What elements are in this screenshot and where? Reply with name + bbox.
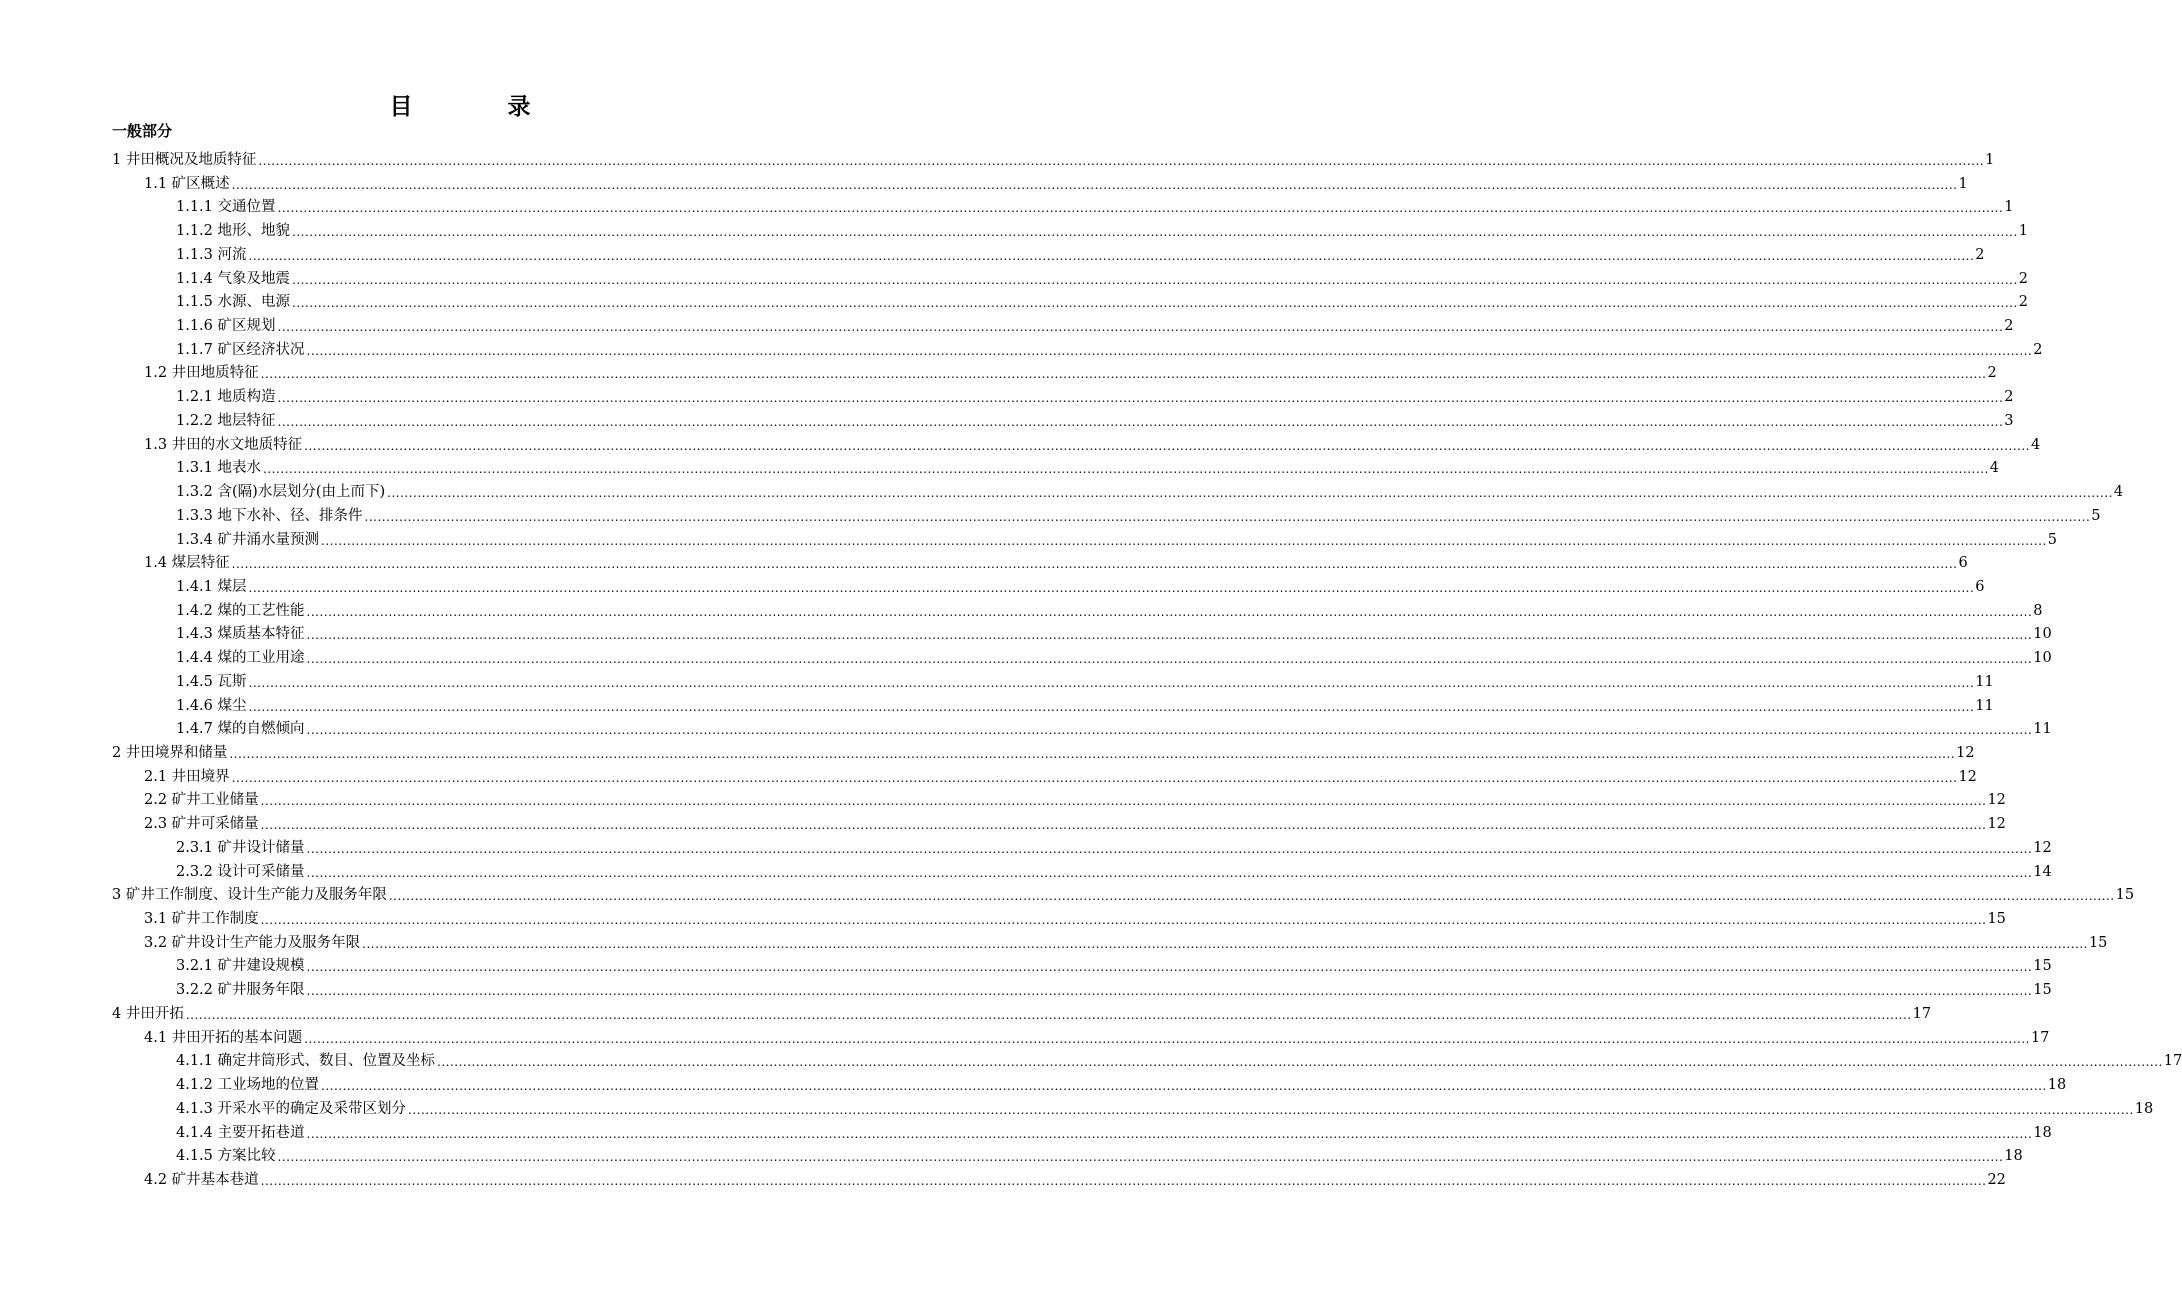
toc-entry-page: 6 bbox=[1958, 555, 1968, 572]
toc-dot-leader: ................................................................................................................................................................................................................................................................................................................................................................................................................ bbox=[304, 1031, 2030, 1046]
toc-entry-label: 1.1.1 交通位置 bbox=[176, 199, 276, 216]
toc-dot-leader: ................................................................................................................................................................................................................................................................................................................................................................................................................ bbox=[185, 1007, 1912, 1022]
toc-entry[interactable] bbox=[176, 407, 2014, 430]
toc-entry-page: 15 bbox=[2033, 958, 2052, 975]
toc-entry-page: 14 bbox=[2033, 863, 2052, 880]
toc-dot-leader: ................................................................................................................................................................................................................................................................................................................................................................................................................ bbox=[229, 747, 1956, 761]
toc-entry[interactable] bbox=[176, 1119, 2052, 1142]
toc-entry[interactable] bbox=[176, 1142, 2023, 1165]
toc-entry-label: 3.2 矿井设计生产能力及服务年限 bbox=[144, 934, 361, 951]
toc-entry-page: 12 bbox=[1958, 768, 1977, 785]
toc-entry[interactable] bbox=[144, 431, 2041, 454]
toc-dot-leader: ................................................................................................................................................................................................................................................................................................................................................................................................................ bbox=[292, 225, 2018, 240]
toc-dot-leader: ................................................................................................................................................................................................................................................................................................................................................................................................................ bbox=[408, 1102, 2134, 1117]
toc-entry-label: 1.1.3 河流 bbox=[176, 246, 247, 263]
toc-entry[interactable] bbox=[176, 336, 2043, 359]
toc-entry[interactable] bbox=[144, 1024, 2050, 1047]
toc-entry-label: 4.1 井田开拓的基本问题 bbox=[144, 1029, 303, 1046]
toc-entry-page: 17 bbox=[1912, 1005, 1932, 1022]
toc-entry-page: 11 bbox=[1975, 697, 1994, 714]
toc-entry-page: 15 bbox=[2115, 887, 2135, 904]
toc-entry-label: 1.3.3 地下水补、径、排条件 bbox=[176, 507, 363, 524]
toc-entry-page: 4 bbox=[2113, 484, 2124, 501]
toc-dot-leader: ................................................................................................................................................................................................................................................................................................................................................................................................................ bbox=[292, 296, 2018, 311]
toc-dot-leader: ................................................................................................................................................................................................................................................................................................................................................................................................................ bbox=[258, 154, 1985, 168]
toc-entry-label: 1.1.2 地形、地貌 bbox=[176, 223, 291, 240]
toc-entry[interactable] bbox=[176, 976, 2052, 999]
toc-entry-label: 1.4.3 煤质基本特征 bbox=[176, 626, 305, 643]
toc-dot-leader: ................................................................................................................................................................................................................................................................................................................................................................................................................ bbox=[306, 723, 2033, 738]
toc-dot-leader: ................................................................................................................................................................................................................................................................................................................................................................................................................ bbox=[306, 343, 2033, 358]
toc-entry-page: 17 bbox=[2163, 1053, 2182, 1070]
toc-entry[interactable] bbox=[176, 383, 2014, 406]
toc-dot-leader: ................................................................................................................................................................................................................................................................................................................................................................................................................ bbox=[277, 201, 2004, 216]
toc-dot-leader: ................................................................................................................................................................................................................................................................................................................................................................................................................ bbox=[321, 1079, 2047, 1094]
toc-dot-leader: ................................................................................................................................................................................................................................................................................................................................................................................................................ bbox=[260, 1173, 1987, 1188]
toc-entry-label: 1.4.2 煤的工艺性能 bbox=[176, 602, 305, 619]
toc-dot-leader: ................................................................................................................................................................................................................................................................................................................................................................................................................ bbox=[437, 1055, 2163, 1070]
toc-entry[interactable] bbox=[144, 549, 1968, 572]
toc-dot-leader: ................................................................................................................................................................................................................................................................................................................................................................................................................ bbox=[277, 320, 2004, 335]
toc-entry-page: 1 bbox=[1958, 175, 1968, 192]
toc-entry-page: 2 bbox=[2004, 389, 2014, 406]
toc-entry-page: 5 bbox=[2047, 531, 2058, 548]
toc-dot-leader: ................................................................................................................................................................................................................................................................................................................................................................................................................ bbox=[277, 391, 2004, 406]
toc-entry[interactable] bbox=[112, 739, 1975, 762]
toc-entry-page: 2 bbox=[2018, 294, 2029, 311]
toc-entry-page: 4 bbox=[2030, 436, 2041, 453]
toc-entry-label: 2.3.1 矿井设计储量 bbox=[176, 839, 305, 856]
toc-entry-page: 18 bbox=[2033, 1124, 2052, 1141]
toc-entry-page: 17 bbox=[2030, 1029, 2050, 1046]
toc-entry-label: 4.1.4 主要开拓巷道 bbox=[176, 1124, 305, 1141]
toc-entry-page: 12 bbox=[1956, 745, 1975, 761]
toc-entry-label: 4 井田开拓 bbox=[112, 1005, 184, 1022]
toc-entry-label: 4.1.3 开采水平的确定及采带区划分 bbox=[176, 1100, 407, 1117]
toc-entry-label: 3.1 矿井工作制度 bbox=[144, 911, 259, 928]
toc-entry-label: 1.3 井田的水文地质特征 bbox=[144, 436, 303, 453]
toc-entry-page: 22 bbox=[1987, 1171, 2006, 1188]
toc-entry-page: 1 bbox=[1985, 152, 1995, 168]
toc-entry-label: 1.4.7 煤的自燃倾向 bbox=[176, 721, 305, 738]
toc-dot-leader: ................................................................................................................................................................................................................................................................................................................................................................................................................ bbox=[306, 984, 2033, 999]
toc-dot-leader: ................................................................................................................................................................................................................................................................................................................................................................................................................ bbox=[306, 960, 2033, 975]
toc-entry[interactable] bbox=[112, 146, 1995, 169]
toc-entry[interactable] bbox=[176, 644, 2052, 667]
toc-entry-label: 2.1 井田境界 bbox=[144, 768, 230, 785]
section-heading: 一般部分 bbox=[112, 122, 173, 140]
toc-dot-leader: ................................................................................................................................................................................................................................................................................................................................................................................................................ bbox=[260, 367, 1987, 382]
toc-entry-page: 5 bbox=[2091, 507, 2101, 524]
toc-entry[interactable] bbox=[176, 217, 2029, 240]
toc-entry[interactable] bbox=[112, 1000, 1932, 1023]
toc-entry-page: 1 bbox=[2004, 199, 2014, 216]
toc-entry-page: 1 bbox=[2018, 223, 2029, 240]
toc-dot-leader: ................................................................................................................................................................................................................................................................................................................................................................................................................ bbox=[292, 272, 2018, 287]
toc-entry[interactable] bbox=[176, 526, 2058, 549]
toc-entry-page: 12 bbox=[1987, 792, 2006, 809]
toc-entry[interactable] bbox=[144, 905, 2006, 928]
toc-entry-label: 1.2.2 地层特征 bbox=[176, 412, 276, 429]
toc-entry[interactable] bbox=[176, 668, 1994, 691]
toc-entry[interactable] bbox=[176, 502, 2101, 525]
toc-entry-label: 2.3 矿井可采储量 bbox=[144, 816, 259, 833]
toc-entry-label: 1.4.1 煤层 bbox=[176, 578, 247, 595]
toc-entry[interactable] bbox=[176, 312, 2014, 335]
toc-dot-leader: ................................................................................................................................................................................................................................................................................................................................................................................................................ bbox=[362, 936, 2088, 951]
toc-entry[interactable] bbox=[144, 359, 1997, 382]
toc-entry-page: 12 bbox=[2033, 839, 2052, 856]
toc-entry-label: 1.1.5 水源、电源 bbox=[176, 294, 291, 311]
toc-entry-label: 1.4.5 瓦斯 bbox=[176, 673, 247, 690]
toc-entry[interactable] bbox=[176, 597, 2043, 620]
toc-entry[interactable] bbox=[112, 881, 2135, 904]
toc-entry-label: 1.3.4 矿井涌水量预测 bbox=[176, 531, 320, 548]
toc-entry-page: 2 bbox=[1987, 365, 1997, 382]
toc-entry-label: 4.1.5 方案比较 bbox=[176, 1148, 276, 1165]
toc-entry[interactable] bbox=[144, 170, 1968, 193]
toc-entry[interactable] bbox=[144, 810, 2006, 833]
toc-entry[interactable] bbox=[176, 715, 2052, 738]
toc-entry-page: 15 bbox=[1987, 911, 2006, 928]
toc-dot-leader: ................................................................................................................................................................................................................................................................................................................................................................................................................ bbox=[231, 557, 1958, 572]
toc-entry[interactable] bbox=[176, 620, 2052, 643]
toc-dot-leader: ................................................................................................................................................................................................................................................................................................................................................................................................................ bbox=[248, 675, 1975, 690]
toc-dot-leader: ................................................................................................................................................................................................................................................................................................................................................................................................................ bbox=[231, 770, 1958, 785]
toc-entry-label: 1.1.6 矿区规划 bbox=[176, 318, 276, 335]
toc-entry[interactable] bbox=[176, 265, 2029, 288]
toc-dot-leader: ................................................................................................................................................................................................................................................................................................................................................................................................................ bbox=[277, 1150, 2004, 1165]
toc-entry[interactable] bbox=[176, 454, 2000, 477]
toc-entry-label: 4.1.1 确定井筒形式、数目、位置及坐标 bbox=[176, 1053, 436, 1070]
toc-entry-page: 18 bbox=[2047, 1077, 2067, 1094]
toc-entry-label: 1.1.7 矿区经济状况 bbox=[176, 341, 305, 358]
toc-dot-leader: ................................................................................................................................................................................................................................................................................................................................................................................................................ bbox=[306, 1126, 2033, 1141]
toc-entry-page: 2 bbox=[2018, 270, 2029, 287]
toc-entry[interactable] bbox=[176, 1047, 2182, 1070]
toc-dot-leader: ................................................................................................................................................................................................................................................................................................................................................................................................................ bbox=[248, 580, 1975, 595]
toc-dot-leader: ................................................................................................................................................................................................................................................................................................................................................................................................................ bbox=[277, 414, 2004, 429]
toc-entry[interactable] bbox=[176, 1095, 2154, 1118]
toc-entry-label: 1.4.6 煤尘 bbox=[176, 697, 247, 714]
toc-dot-leader: ................................................................................................................................................................................................................................................................................................................................................................................................................ bbox=[260, 794, 1987, 809]
toc-dot-leader: ................................................................................................................................................................................................................................................................................................................................................................................................................ bbox=[306, 628, 2033, 643]
toc-dot-leader: ................................................................................................................................................................................................................................................................................................................................................................................................................ bbox=[364, 509, 2091, 524]
toc-entry-label: 3 矿井工作制度、设计生产能力及服务年限 bbox=[112, 887, 387, 904]
toc-entry-page: 8 bbox=[2033, 602, 2043, 619]
toc-entry-page: 15 bbox=[2033, 982, 2052, 999]
toc-entry[interactable] bbox=[176, 952, 2052, 975]
toc-dot-leader: ................................................................................................................................................................................................................................................................................................................................................................................................................ bbox=[263, 462, 1989, 477]
toc-entry-page: 2 bbox=[2004, 318, 2014, 335]
toc-entry-page: 6 bbox=[1975, 578, 1985, 595]
toc-entry[interactable] bbox=[176, 288, 2029, 311]
toc-entry[interactable] bbox=[176, 478, 2124, 501]
toc-dot-leader: ................................................................................................................................................................................................................................................................................................................................................................................................................ bbox=[321, 533, 2047, 548]
toc-entry[interactable] bbox=[176, 834, 2052, 857]
toc-entry-label: 2 井田境界和储量 bbox=[112, 745, 228, 761]
toc-dot-leader: ................................................................................................................................................................................................................................................................................................................................................................................................................ bbox=[306, 604, 2033, 619]
toc-entry[interactable] bbox=[176, 573, 1985, 596]
toc-dot-leader: ................................................................................................................................................................................................................................................................................................................................................................................................................ bbox=[306, 841, 2033, 856]
toc-dot-leader: ................................................................................................................................................................................................................................................................................................................................................................................................................ bbox=[388, 889, 2115, 904]
toc-dot-leader: ................................................................................................................................................................................................................................................................................................................................................................................................................ bbox=[248, 248, 1975, 263]
toc-entry[interactable] bbox=[144, 1166, 2006, 1189]
toc-entry-label: 1.4.4 煤的工业用途 bbox=[176, 650, 305, 667]
toc-dot-leader: ................................................................................................................................................................................................................................................................................................................................................................................................................ bbox=[231, 177, 1958, 192]
toc-entry[interactable] bbox=[176, 1071, 2067, 1094]
toc-entry-page: 3 bbox=[2004, 412, 2014, 429]
toc-entry[interactable] bbox=[176, 241, 1985, 264]
toc-dot-leader: ................................................................................................................................................................................................................................................................................................................................................................................................................ bbox=[248, 699, 1975, 714]
toc-entry-label: 1.1 矿区概述 bbox=[144, 175, 230, 192]
toc-entry-page: 18 bbox=[2004, 1148, 2023, 1165]
toc-entry-page: 2 bbox=[1975, 246, 1985, 263]
toc-entry-page: 4 bbox=[1989, 460, 2000, 477]
toc-entry-label: 4.2 矿井基本巷道 bbox=[144, 1171, 259, 1188]
toc-entry[interactable] bbox=[176, 193, 2014, 216]
toc-entry-label: 1.2.1 地质构造 bbox=[176, 389, 276, 406]
toc-entry-label: 1.3.2 含(隔)水层划分(由上而下) bbox=[176, 484, 386, 501]
toc-entry-label: 2.3.2 设计可采储量 bbox=[176, 863, 305, 880]
toc-entry-page: 15 bbox=[2088, 934, 2108, 951]
toc-entry[interactable] bbox=[176, 692, 1994, 715]
toc-entry-label: 1.3.1 地表水 bbox=[176, 460, 262, 477]
toc-dot-leader: ................................................................................................................................................................................................................................................................................................................................................................................................................ bbox=[306, 652, 2033, 667]
toc-entry[interactable] bbox=[176, 858, 2052, 881]
toc-entry-label: 2.2 矿井工业储量 bbox=[144, 792, 259, 809]
toc-entry[interactable] bbox=[144, 786, 2006, 809]
toc-entry[interactable] bbox=[144, 929, 2108, 952]
toc-entry-label: 3.2.1 矿井建设规模 bbox=[176, 958, 305, 975]
toc-dot-leader: ................................................................................................................................................................................................................................................................................................................................................................................................................ bbox=[387, 486, 2113, 501]
page-title: 目 录 bbox=[389, 94, 567, 120]
toc-entry-page: 10 bbox=[2033, 626, 2052, 643]
toc-entry-label: 1.1.4 气象及地震 bbox=[176, 270, 291, 287]
toc-entry-page: 10 bbox=[2033, 650, 2052, 667]
toc-entry[interactable] bbox=[144, 763, 1977, 786]
toc-entry-page: 18 bbox=[2134, 1100, 2154, 1117]
toc-entry-label: 1.4 煤层特征 bbox=[144, 555, 230, 572]
toc-entry-page: 12 bbox=[1987, 816, 2006, 833]
toc-entry-label: 1.2 井田地质特征 bbox=[144, 365, 259, 382]
toc-entry-page: 2 bbox=[2033, 341, 2043, 358]
toc-dot-leader: ................................................................................................................................................................................................................................................................................................................................................................................................................ bbox=[304, 438, 2030, 453]
toc-entry-label: 3.2.2 矿井服务年限 bbox=[176, 982, 305, 999]
toc-dot-leader: ................................................................................................................................................................................................................................................................................................................................................................................................................ bbox=[306, 865, 2033, 880]
toc-entry-page: 11 bbox=[1975, 673, 1994, 690]
toc-entry-page: 11 bbox=[2033, 721, 2052, 738]
toc-entry-label: 1 井田概况及地质特征 bbox=[112, 152, 257, 168]
toc-dot-leader: ................................................................................................................................................................................................................................................................................................................................................................................................................ bbox=[260, 913, 1987, 928]
toc-dot-leader: ................................................................................................................................................................................................................................................................................................................................................................................................................ bbox=[260, 818, 1987, 833]
toc-entry-label: 4.1.2 工业场地的位置 bbox=[176, 1077, 320, 1094]
